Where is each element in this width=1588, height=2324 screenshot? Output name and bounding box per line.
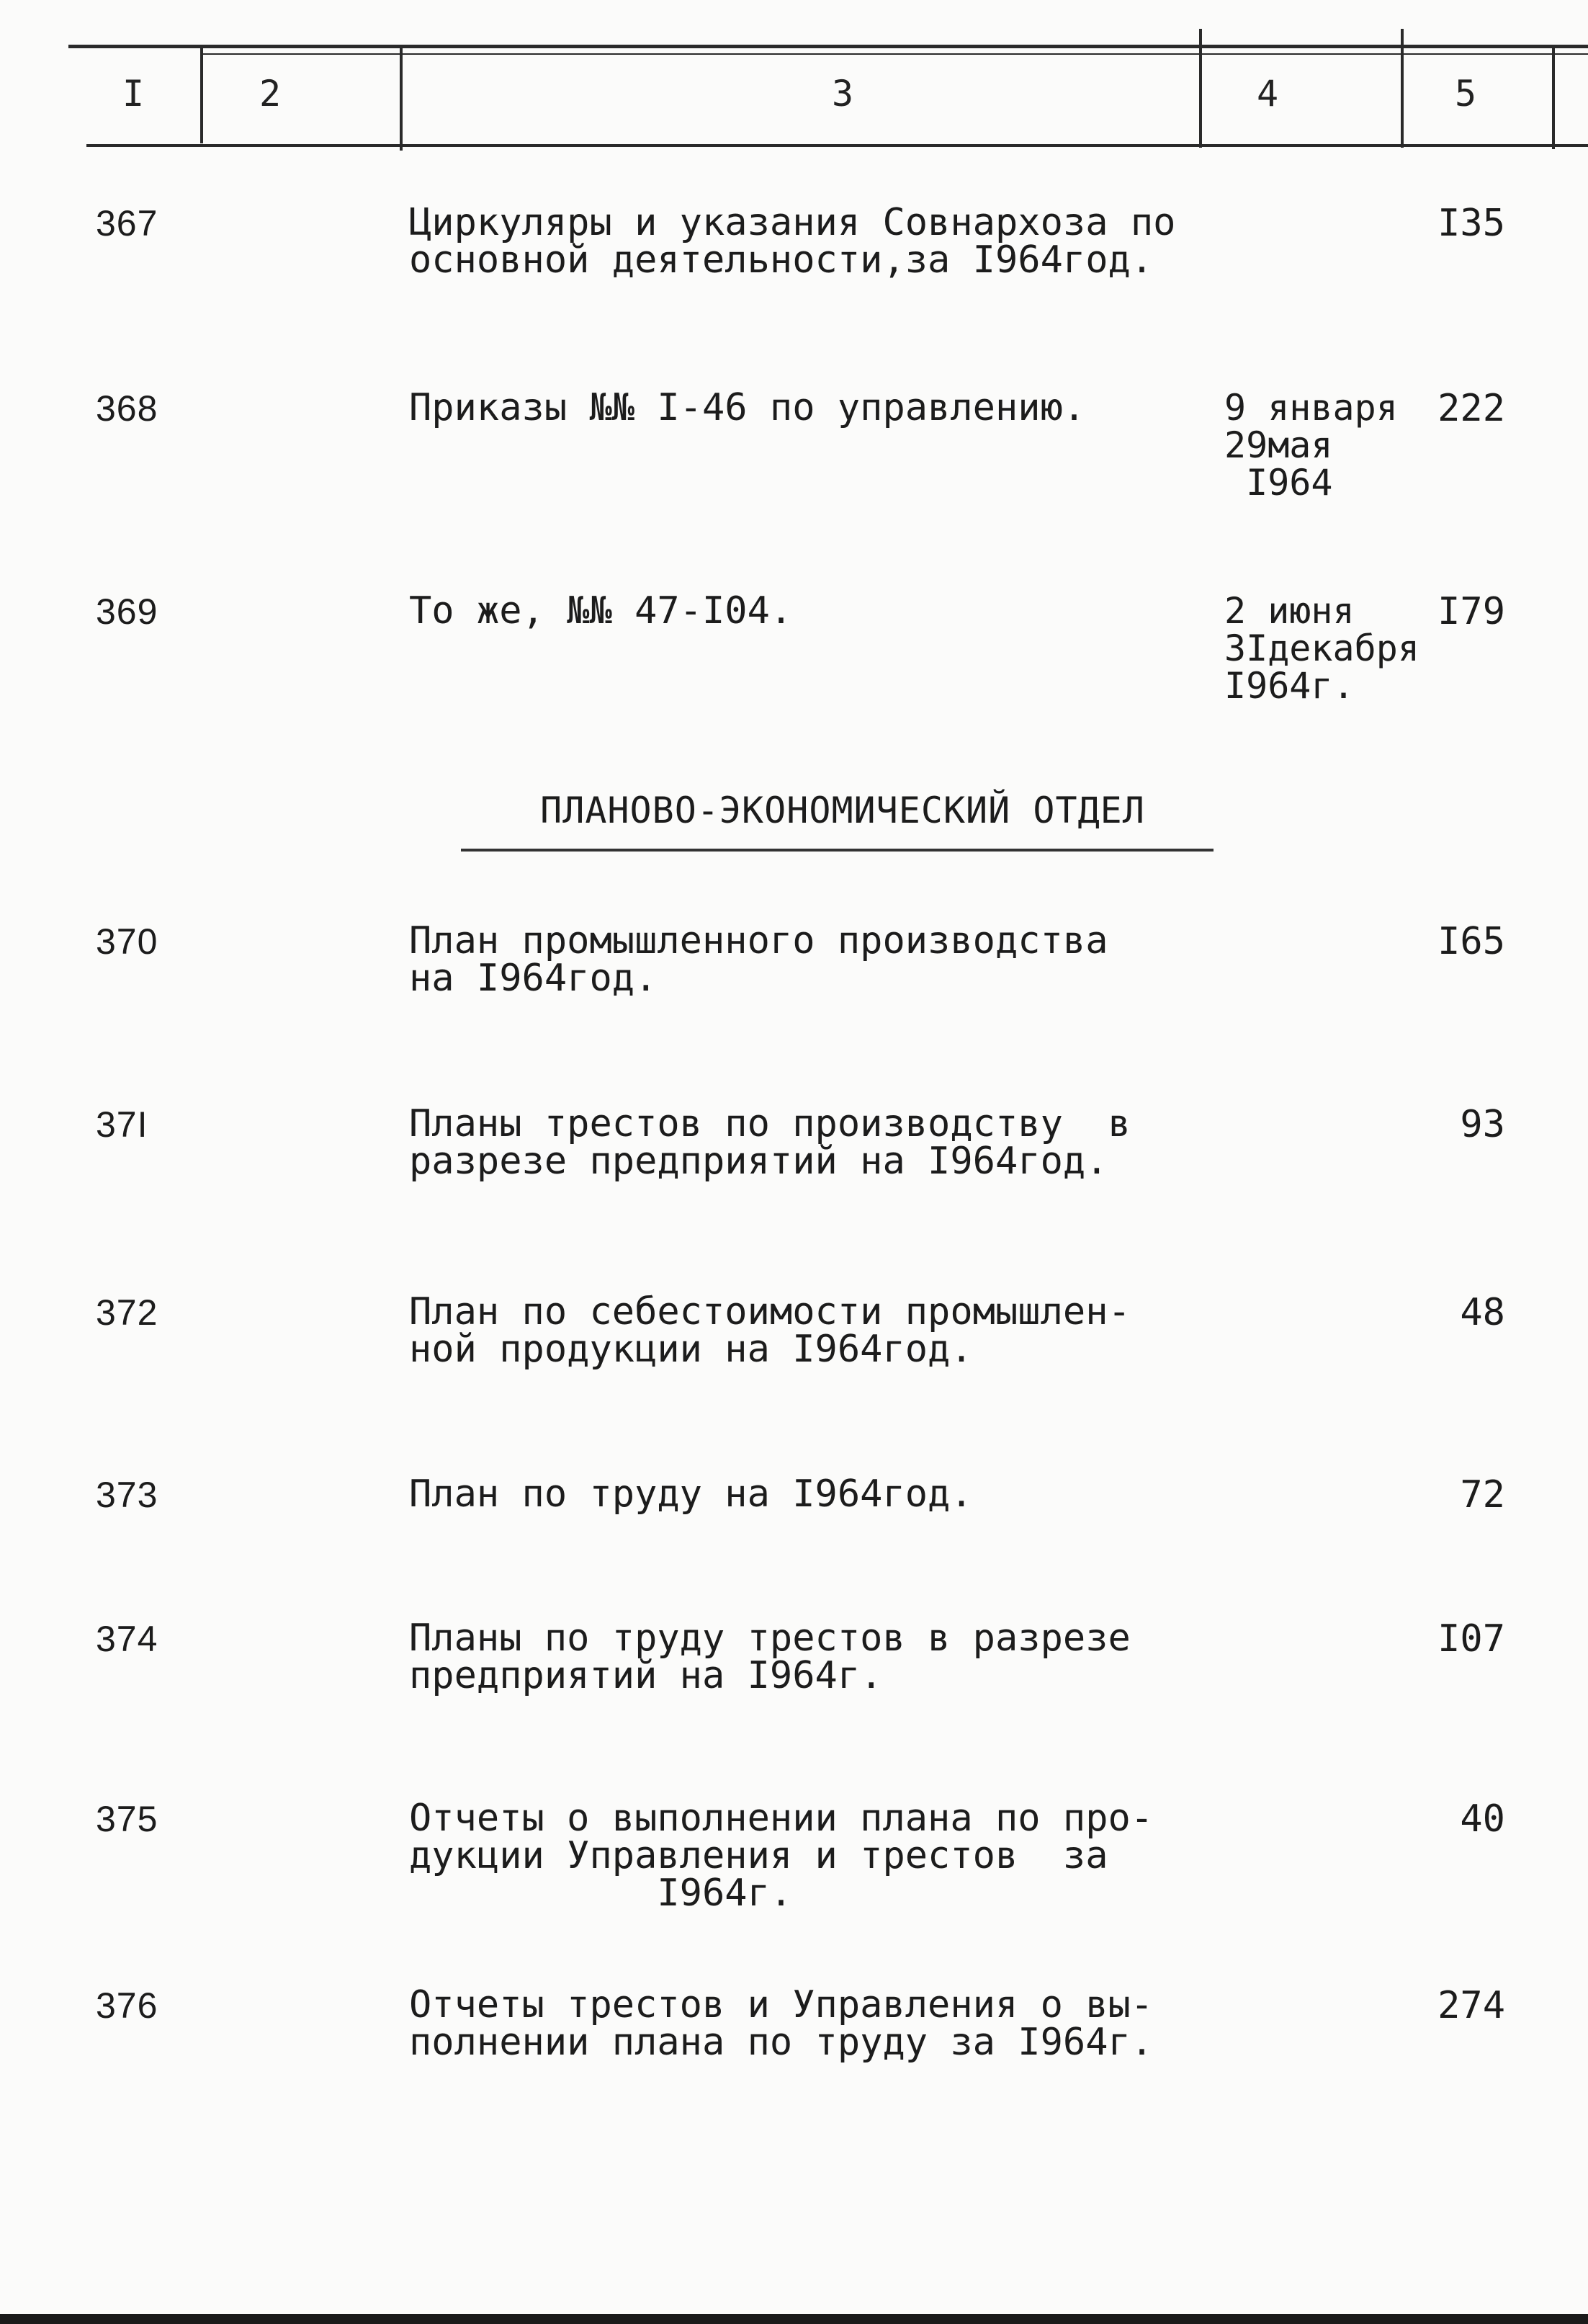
item-dates: 9 января 29мая I964 <box>1224 387 1398 504</box>
item-description: Планы по труду трестов в разрезе предприятий на I964г. <box>409 1617 1131 1697</box>
header-divider-2 <box>400 46 403 151</box>
item-sheet-count: 40 <box>1460 1797 1505 1841</box>
item-dates: 2 июня 3Iдекабря I964г. <box>1224 590 1419 707</box>
item-sheet-count: 222 <box>1437 387 1505 430</box>
column-number-4: 4 <box>1256 73 1279 115</box>
item-description: Отчеты трестов и Управления о вы- полнении плана по труду за I964г. <box>409 1983 1154 2064</box>
column-number-2: 2 <box>259 73 282 115</box>
item-description: План по себестоимости промышлен- ной продукции на I964год. <box>409 1290 1131 1371</box>
item-sheet-count: I65 <box>1437 920 1505 963</box>
item-sheet-count: I07 <box>1437 1617 1505 1661</box>
column-number-3: 3 <box>831 73 854 115</box>
item-number: 37I <box>96 1104 148 1145</box>
header-divider-5 <box>1552 45 1555 149</box>
item-sheet-count: 72 <box>1460 1473 1505 1516</box>
item-sheet-count: 93 <box>1460 1103 1505 1146</box>
item-description: Отчеты о выполнении плана по про- дукции Управления и трестов за I964г. <box>409 1797 1154 1915</box>
item-description: То же, №№ 47-I04. <box>409 589 793 633</box>
item-number: 376 <box>96 1985 158 2026</box>
column-number-5: 5 <box>1454 73 1477 115</box>
header-top-rule <box>68 45 1588 48</box>
header-divider-4 <box>1401 29 1404 148</box>
section-heading-underline <box>461 849 1214 852</box>
column-number-1: I <box>122 73 145 115</box>
item-number: 369 <box>96 591 158 632</box>
table-header <box>0 0 1588 155</box>
section-heading: ПЛАНОВО-ЭКОНОМИЧЕСКИЙ ОТДЕЛ <box>540 790 1145 831</box>
item-number: 372 <box>96 1292 158 1333</box>
item-description: Планы трестов по производству в разрезе предприятий на I964год. <box>409 1102 1131 1183</box>
item-number: 375 <box>96 1799 158 1839</box>
item-number: 367 <box>96 203 158 243</box>
item-sheet-count: 48 <box>1460 1291 1505 1334</box>
item-number: 370 <box>96 921 158 962</box>
item-sheet-count: 274 <box>1437 1984 1505 2027</box>
item-sheet-count: I35 <box>1437 202 1505 245</box>
item-description: План промышленного производства на I964год. <box>409 919 1108 1000</box>
item-number: 374 <box>96 1619 158 1659</box>
item-sheet-count: I79 <box>1437 590 1505 633</box>
item-number: 373 <box>96 1475 158 1515</box>
page-bottom-edge <box>0 2314 1588 2324</box>
item-description: Циркуляры и указания Совнархоза по основной деятельности,за I964год. <box>409 201 1176 282</box>
header-top-rule-thin <box>202 53 1588 55</box>
header-bottom-rule <box>86 144 1588 147</box>
header-divider-3 <box>1199 29 1202 148</box>
header-divider-1 <box>200 46 203 143</box>
item-description: План по труду на I964год. <box>409 1472 973 1516</box>
item-number: 368 <box>96 388 158 429</box>
item-description: Приказы №№ I-46 по управлению. <box>409 386 1086 429</box>
